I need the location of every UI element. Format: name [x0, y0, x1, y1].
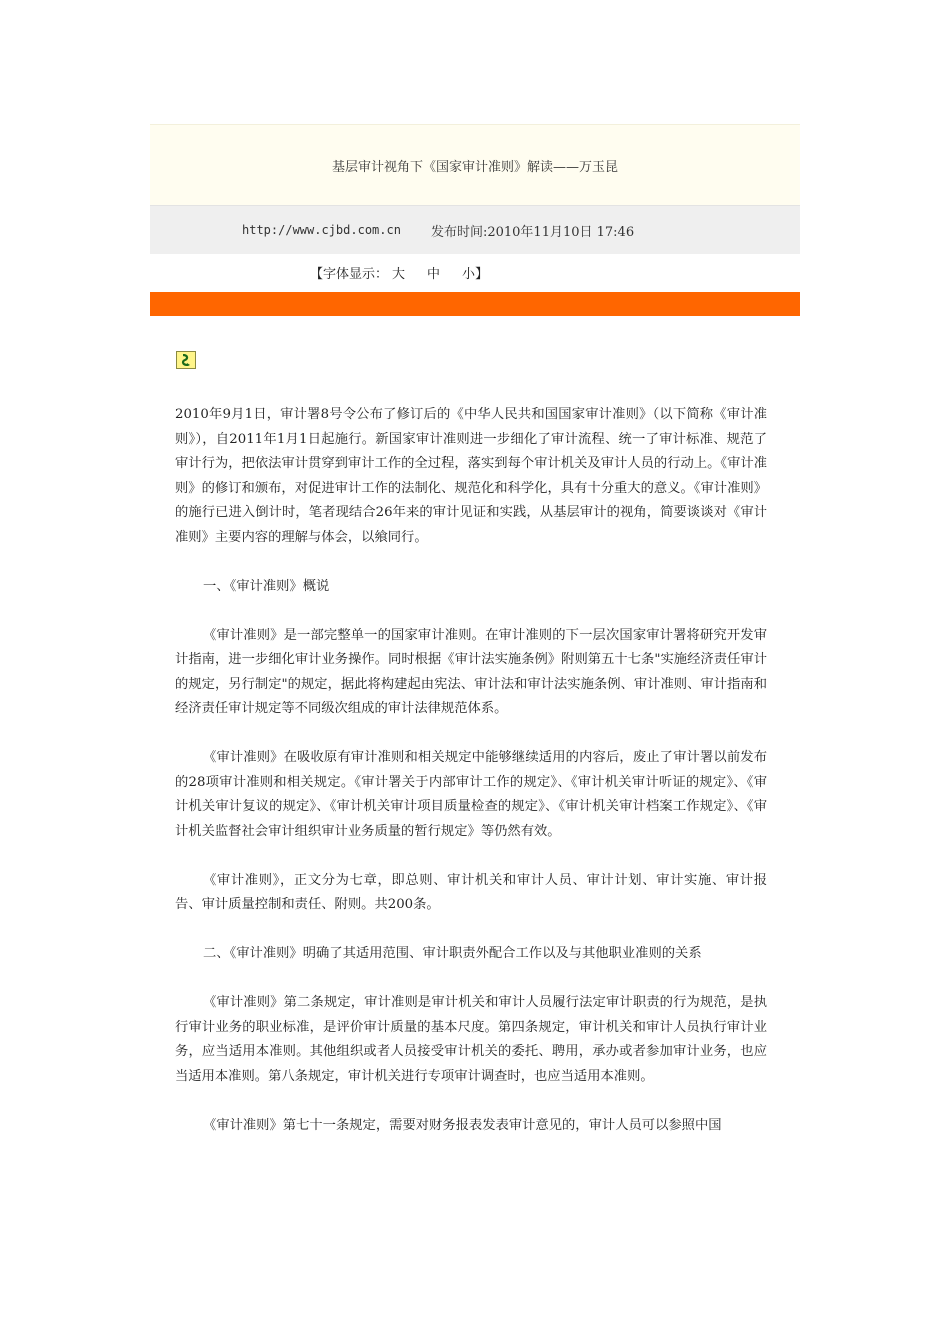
font-size-selector — [150, 254, 800, 290]
font-display-suffix: 】 — [475, 266, 489, 282]
font-size-medium-link[interactable]: 中 — [427, 266, 441, 282]
section-heading-2: 二、《审计准则》明确了其适用范围、审计职责外配合工作以及与其他职业准则的关系 — [203, 946, 702, 961]
paragraph-6: 《审计准则》第七十一条规定，需要对财务报表发表审计意见的，审计人员可以参照中国 — [203, 1117, 722, 1133]
publish-time: 发布时间:2010年11月10日 17:46 — [430, 224, 635, 240]
font-size-small-link[interactable]: 小 — [462, 266, 476, 282]
article-header — [150, 124, 800, 316]
title-band — [150, 124, 800, 205]
font-display-label: 【字体显示： — [310, 266, 389, 282]
paragraph-4: 《审计准则》，正文分为七章，即总则、审计机关和审计人员、审计计划、审计实施、审计报告、审计质量控制和责任、附则。共200条。 — [175, 872, 767, 912]
paragraph-5: 《审计准则》第二条规定，审计准则是审计机关和审计人员履行法定审计职责的行为规范，是执行审计业务的职业标准，是评价审计质量的基本尺度。第四条规定，审计机关和审计人员执行审计业务，应当适用本准则。其他组织或者人员接受审计机关的委托、聘用，承办或者参加审计业务，也应当适用本准则。第八条规定，审计机关进行专项审计调查时，也应当适用本准则。 — [175, 995, 767, 1084]
paragraph-3: 《审计准则》在吸收原有审计准则和相关规定中能够继续适用的内容后，废止了审计署以前发布的28项审计准则和相关规定。《审计署关于内部审计工作的规定》、《审计机关审计听证的规定》、《审计机关审计复议的规定》、《审计机关审计项目质量检查的规定》、《审计机关审计档案工作规定》、《审计机关监督社会审计组织审计业务质量的暂行规定》等仍然有效。 — [175, 750, 767, 839]
meta-band — [150, 205, 800, 254]
icon-row — [176, 351, 196, 369]
font-size-large-link[interactable]: 大 — [392, 266, 406, 282]
section-heading-1: 一、《审计准则》概说 — [203, 578, 330, 594]
orange-divider-bar — [150, 292, 800, 316]
paragraph-1: 2010年9月1日，审计署8号令公布了修订后的《中华人民共和国国家审计准则》（以下简称《审计准则》），自2011年1月1日起施行。新国家审计准则进一步细化了审计流程、统一了审计标准、规范了审计行为，把依法审计贯穿到审计工作的全过程，落实到每个审计机关及审计人员的行动上。《审计准则》的修订和颁布，对促进审计工作的法制化、规范化和科学化，具有十分重大的意义。《审计准则》的施行已进入倒计时，笔者现结合26年来的审计见证和实践，从基层审计的视角，简要谈谈对《审计准则》主要内容的理解与体会，以飨同行。 — [175, 407, 767, 545]
document-arrow-icon — [176, 351, 196, 369]
paragraph-2: 《审计准则》是一部完整单一的国家审计准则。在审计准则的下一层次国家审计署将研究开发审计指南，进一步细化审计业务操作。同时根据《审计法实施条例》附则第五十七条"实施经济责任审计的规定，另行制定"的规定，据此将构建起由宪法、审计法和审计法实施条例、审计准则、审计指南和经济责任审计规定等不同级次组成的审计法律规范体系。 — [175, 627, 767, 716]
article-title: 基层审计视角下《国家审计准则》解读——万玉昆 — [331, 159, 618, 175]
article-body — [175, 403, 767, 1163]
source-url-link[interactable]: http://www.cjbd.com.cn — [242, 223, 401, 237]
